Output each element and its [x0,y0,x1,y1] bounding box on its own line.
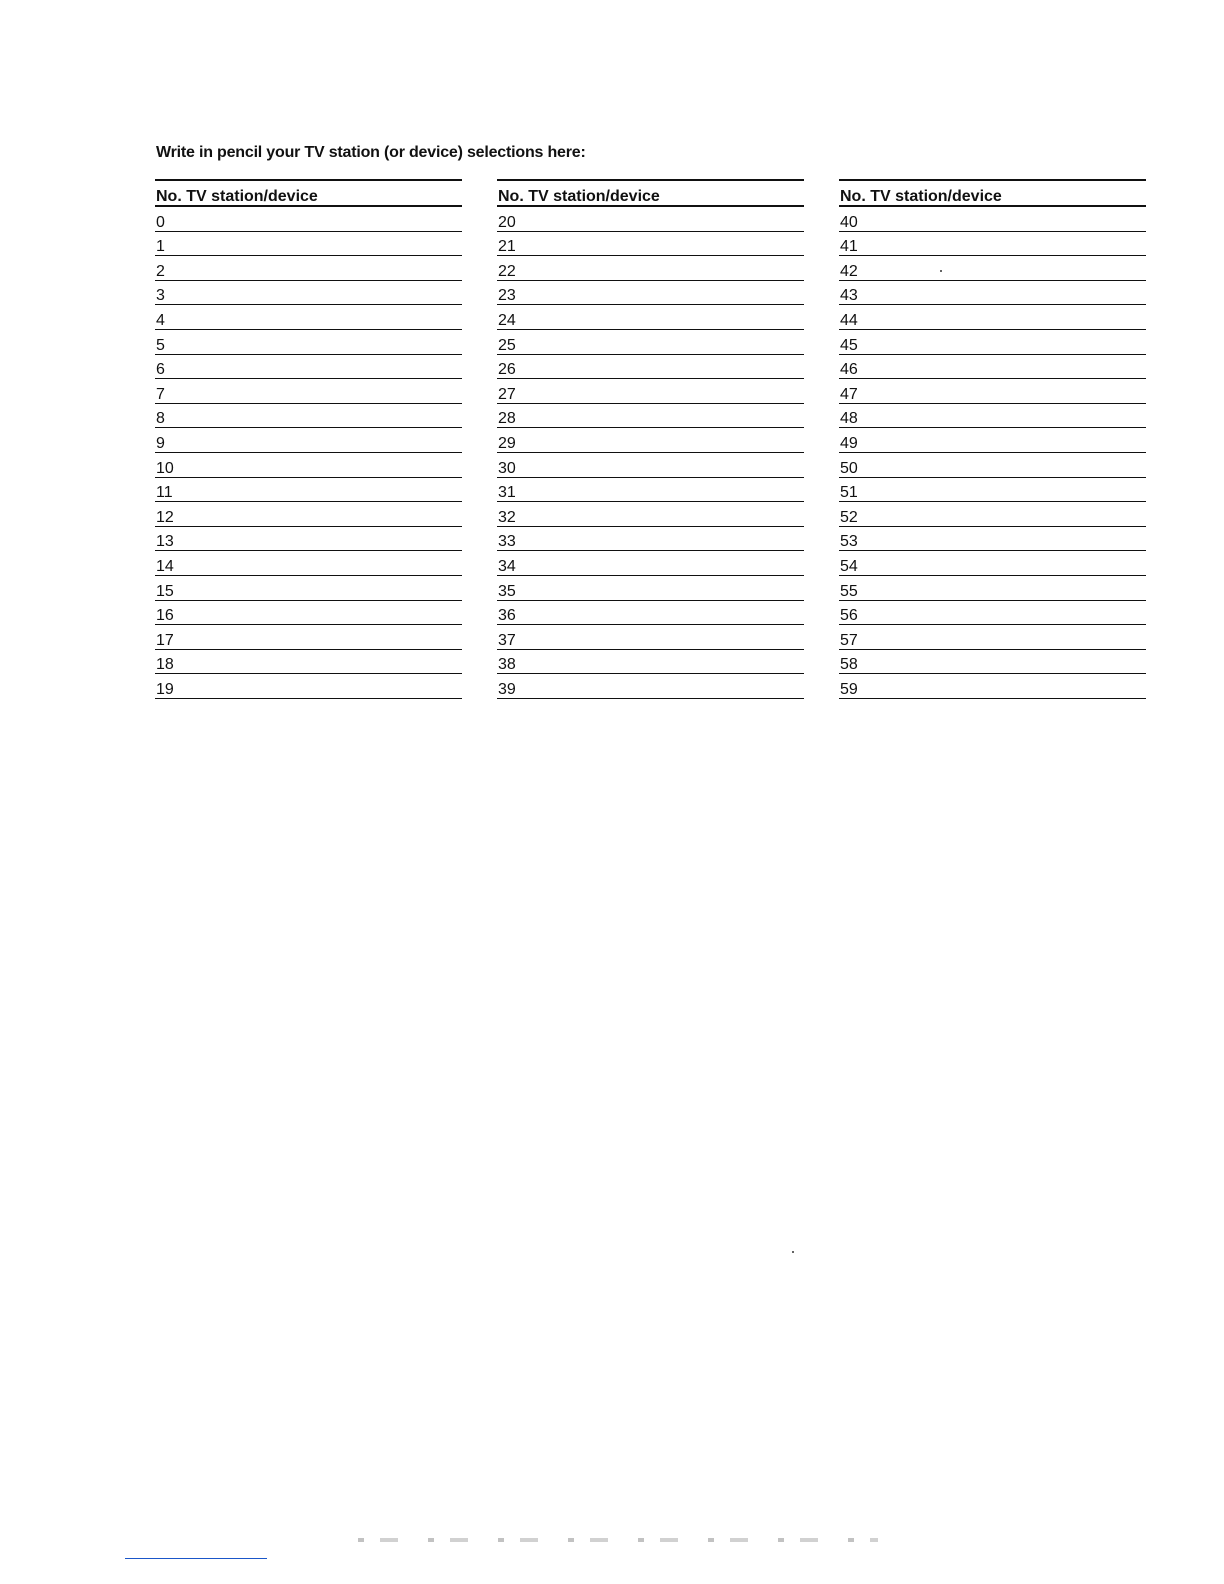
station-entry-field[interactable] [195,457,462,475]
station-number: 13 [156,533,174,551]
station-row [155,355,462,380]
station-number: 14 [156,557,174,575]
station-entry-field[interactable] [195,530,462,548]
station-number: 29 [498,434,516,452]
station-entry-field[interactable] [879,260,1146,278]
station-number: 11 [156,484,173,502]
station-row [839,232,1146,257]
station-number: 48 [840,410,858,428]
station-entry-field[interactable] [537,555,804,573]
station-number: 16 [156,607,174,625]
station-number: 26 [498,361,516,379]
station-number: 22 [498,262,516,280]
station-entry-field[interactable] [879,211,1146,229]
station-entry-field[interactable] [879,383,1146,401]
station-entry-field[interactable] [195,211,462,229]
station-number: 46 [840,361,858,379]
station-number: 18 [156,656,174,674]
station-entry-field[interactable] [195,432,462,450]
station-entry-field[interactable] [195,678,462,696]
station-row [497,207,804,232]
station-column-3 [839,179,1146,699]
station-row [839,453,1146,478]
station-entry-field[interactable] [537,530,804,548]
station-number: 31 [498,484,516,502]
scan-artifact [358,1538,878,1542]
station-entry-field[interactable] [195,580,462,598]
station-row [497,527,804,552]
station-number: 17 [156,631,174,649]
station-row [155,650,462,675]
station-entry-field[interactable] [537,604,804,622]
station-entry-field[interactable] [195,309,462,327]
station-entry-field[interactable] [879,604,1146,622]
station-row [155,404,462,429]
station-number: 57 [840,631,858,649]
station-entry-field[interactable] [537,309,804,327]
station-number: 7 [156,385,165,403]
station-row [155,305,462,330]
station-row [155,379,462,404]
station-row [155,674,462,699]
station-row [155,576,462,601]
station-number: 38 [498,656,516,674]
station-row [155,232,462,257]
station-number: 50 [840,459,858,477]
station-row [155,551,462,576]
station-entry-field[interactable] [879,407,1146,425]
station-number: 53 [840,533,858,551]
station-number: 24 [498,311,516,329]
station-entry-field[interactable] [195,629,462,647]
station-number: 42 [840,262,858,280]
station-entry-field[interactable] [879,235,1146,253]
station-row [839,576,1146,601]
station-number: 39 [498,680,516,698]
column-header-label: No. TV station/device [498,188,660,205]
station-number: 52 [840,508,858,526]
station-entry-field[interactable] [537,432,804,450]
station-number: 43 [840,287,858,305]
station-row [497,428,804,453]
station-number: 47 [840,385,858,403]
station-entry-field[interactable] [195,383,462,401]
station-number: 49 [840,434,858,452]
station-row [497,453,804,478]
station-number: 3 [156,287,165,305]
station-row [839,355,1146,380]
station-entry-field[interactable] [537,481,804,499]
column-header-label: No. TV station/device [840,188,1002,205]
station-entry-field[interactable] [879,555,1146,573]
column-header [155,181,462,207]
station-number: 40 [840,213,858,231]
station-row [839,478,1146,503]
station-row [497,404,804,429]
station-entry-field[interactable] [195,506,462,524]
station-entry-field[interactable] [879,358,1146,376]
station-entry-field[interactable] [537,407,804,425]
station-entry-field[interactable] [195,334,462,352]
station-row [839,650,1146,675]
station-row [155,527,462,552]
station-entry-field[interactable] [195,260,462,278]
station-entry-field[interactable] [537,457,804,475]
station-entry-field[interactable] [537,284,804,302]
station-entry-field[interactable] [879,432,1146,450]
station-entry-field[interactable] [879,457,1146,475]
station-row [497,551,804,576]
station-row [497,576,804,601]
station-number: 10 [156,459,174,477]
page-title: Write in pencil your TV station (or device) selections here: [156,144,586,161]
station-row [839,428,1146,453]
station-row [839,551,1146,576]
station-entry-field[interactable] [537,358,804,376]
station-row [497,502,804,527]
station-number: 8 [156,410,165,428]
station-row [155,281,462,306]
station-entry-field[interactable] [537,383,804,401]
station-row [155,625,462,650]
station-row [839,330,1146,355]
station-number: 51 [840,484,858,502]
station-number: 56 [840,607,858,625]
station-number: 59 [840,680,858,698]
station-entry-field[interactable] [879,334,1146,352]
station-row [497,281,804,306]
station-entry-field[interactable] [537,629,804,647]
station-entry-field[interactable] [195,653,462,671]
station-row [155,478,462,503]
station-row [155,207,462,232]
station-row [497,478,804,503]
station-entry-field[interactable] [879,530,1146,548]
station-entry-field[interactable] [195,481,462,499]
station-row [155,256,462,281]
station-row [497,650,804,675]
station-number: 6 [156,361,165,379]
station-entry-field[interactable] [879,284,1146,302]
station-number: 15 [156,582,174,600]
station-number: 41 [840,238,858,256]
station-row [497,379,804,404]
station-number: 2 [156,262,165,280]
station-row [155,601,462,626]
station-entry-field[interactable] [537,653,804,671]
station-row [839,674,1146,699]
station-number: 37 [498,631,516,649]
station-entry-field[interactable] [537,334,804,352]
station-column-1 [155,179,462,699]
station-number: 20 [498,213,516,231]
station-entry-field[interactable] [879,506,1146,524]
station-number: 27 [498,385,516,403]
column-header [839,181,1146,207]
station-row [839,305,1146,330]
station-number: 32 [498,508,516,526]
station-entry-field[interactable] [537,235,804,253]
station-row [497,256,804,281]
station-entry-field[interactable] [195,235,462,253]
station-row [497,232,804,257]
station-number: 45 [840,336,858,354]
station-row [839,379,1146,404]
station-row [497,601,804,626]
station-number: 55 [840,582,858,600]
station-entry-field[interactable] [195,358,462,376]
station-row [497,625,804,650]
station-row [155,428,462,453]
station-number: 23 [498,287,516,305]
scan-speck [792,1251,794,1253]
station-row [497,355,804,380]
station-row [497,305,804,330]
station-row [155,453,462,478]
station-row [839,281,1146,306]
station-entry-field[interactable] [879,629,1146,647]
station-number: 5 [156,336,165,354]
station-entry-field[interactable] [195,407,462,425]
station-row [497,330,804,355]
station-row [839,502,1146,527]
station-number: 54 [840,557,858,575]
station-entry-field[interactable] [879,309,1146,327]
station-entry-field[interactable] [879,481,1146,499]
station-number: 1 [156,238,165,256]
station-entry-field[interactable] [537,678,804,696]
station-row [839,207,1146,232]
station-number: 12 [156,508,174,526]
station-number: 4 [156,311,165,329]
station-number: 28 [498,410,516,428]
station-row [839,625,1146,650]
station-number: 25 [498,336,516,354]
station-number: 19 [156,680,174,698]
station-entry-field[interactable] [879,653,1146,671]
station-number: 0 [156,213,165,231]
station-row [839,256,1146,281]
station-row [839,601,1146,626]
station-row [155,502,462,527]
scan-speck [940,270,942,272]
station-row [839,404,1146,429]
station-entry-field[interactable] [195,284,462,302]
station-entry-field[interactable] [879,580,1146,598]
station-entry-field[interactable] [195,555,462,573]
column-header [497,181,804,207]
station-number: 30 [498,459,516,477]
station-number: 34 [498,557,516,575]
station-column-2 [497,179,804,699]
station-entry-field[interactable] [537,260,804,278]
station-number: 33 [498,533,516,551]
station-number: 36 [498,607,516,625]
station-number: 9 [156,434,165,452]
station-entry-field[interactable] [537,506,804,524]
footer-rule [125,1558,267,1559]
station-entry-field[interactable] [537,211,804,229]
station-number: 21 [498,238,516,256]
station-entry-field[interactable] [537,580,804,598]
station-row [839,527,1146,552]
station-row [155,330,462,355]
station-number: 35 [498,582,516,600]
station-entry-field[interactable] [879,678,1146,696]
station-number: 44 [840,311,858,329]
column-header-label: No. TV station/device [156,188,318,205]
station-entry-field[interactable] [195,604,462,622]
station-row [497,674,804,699]
station-number: 58 [840,656,858,674]
